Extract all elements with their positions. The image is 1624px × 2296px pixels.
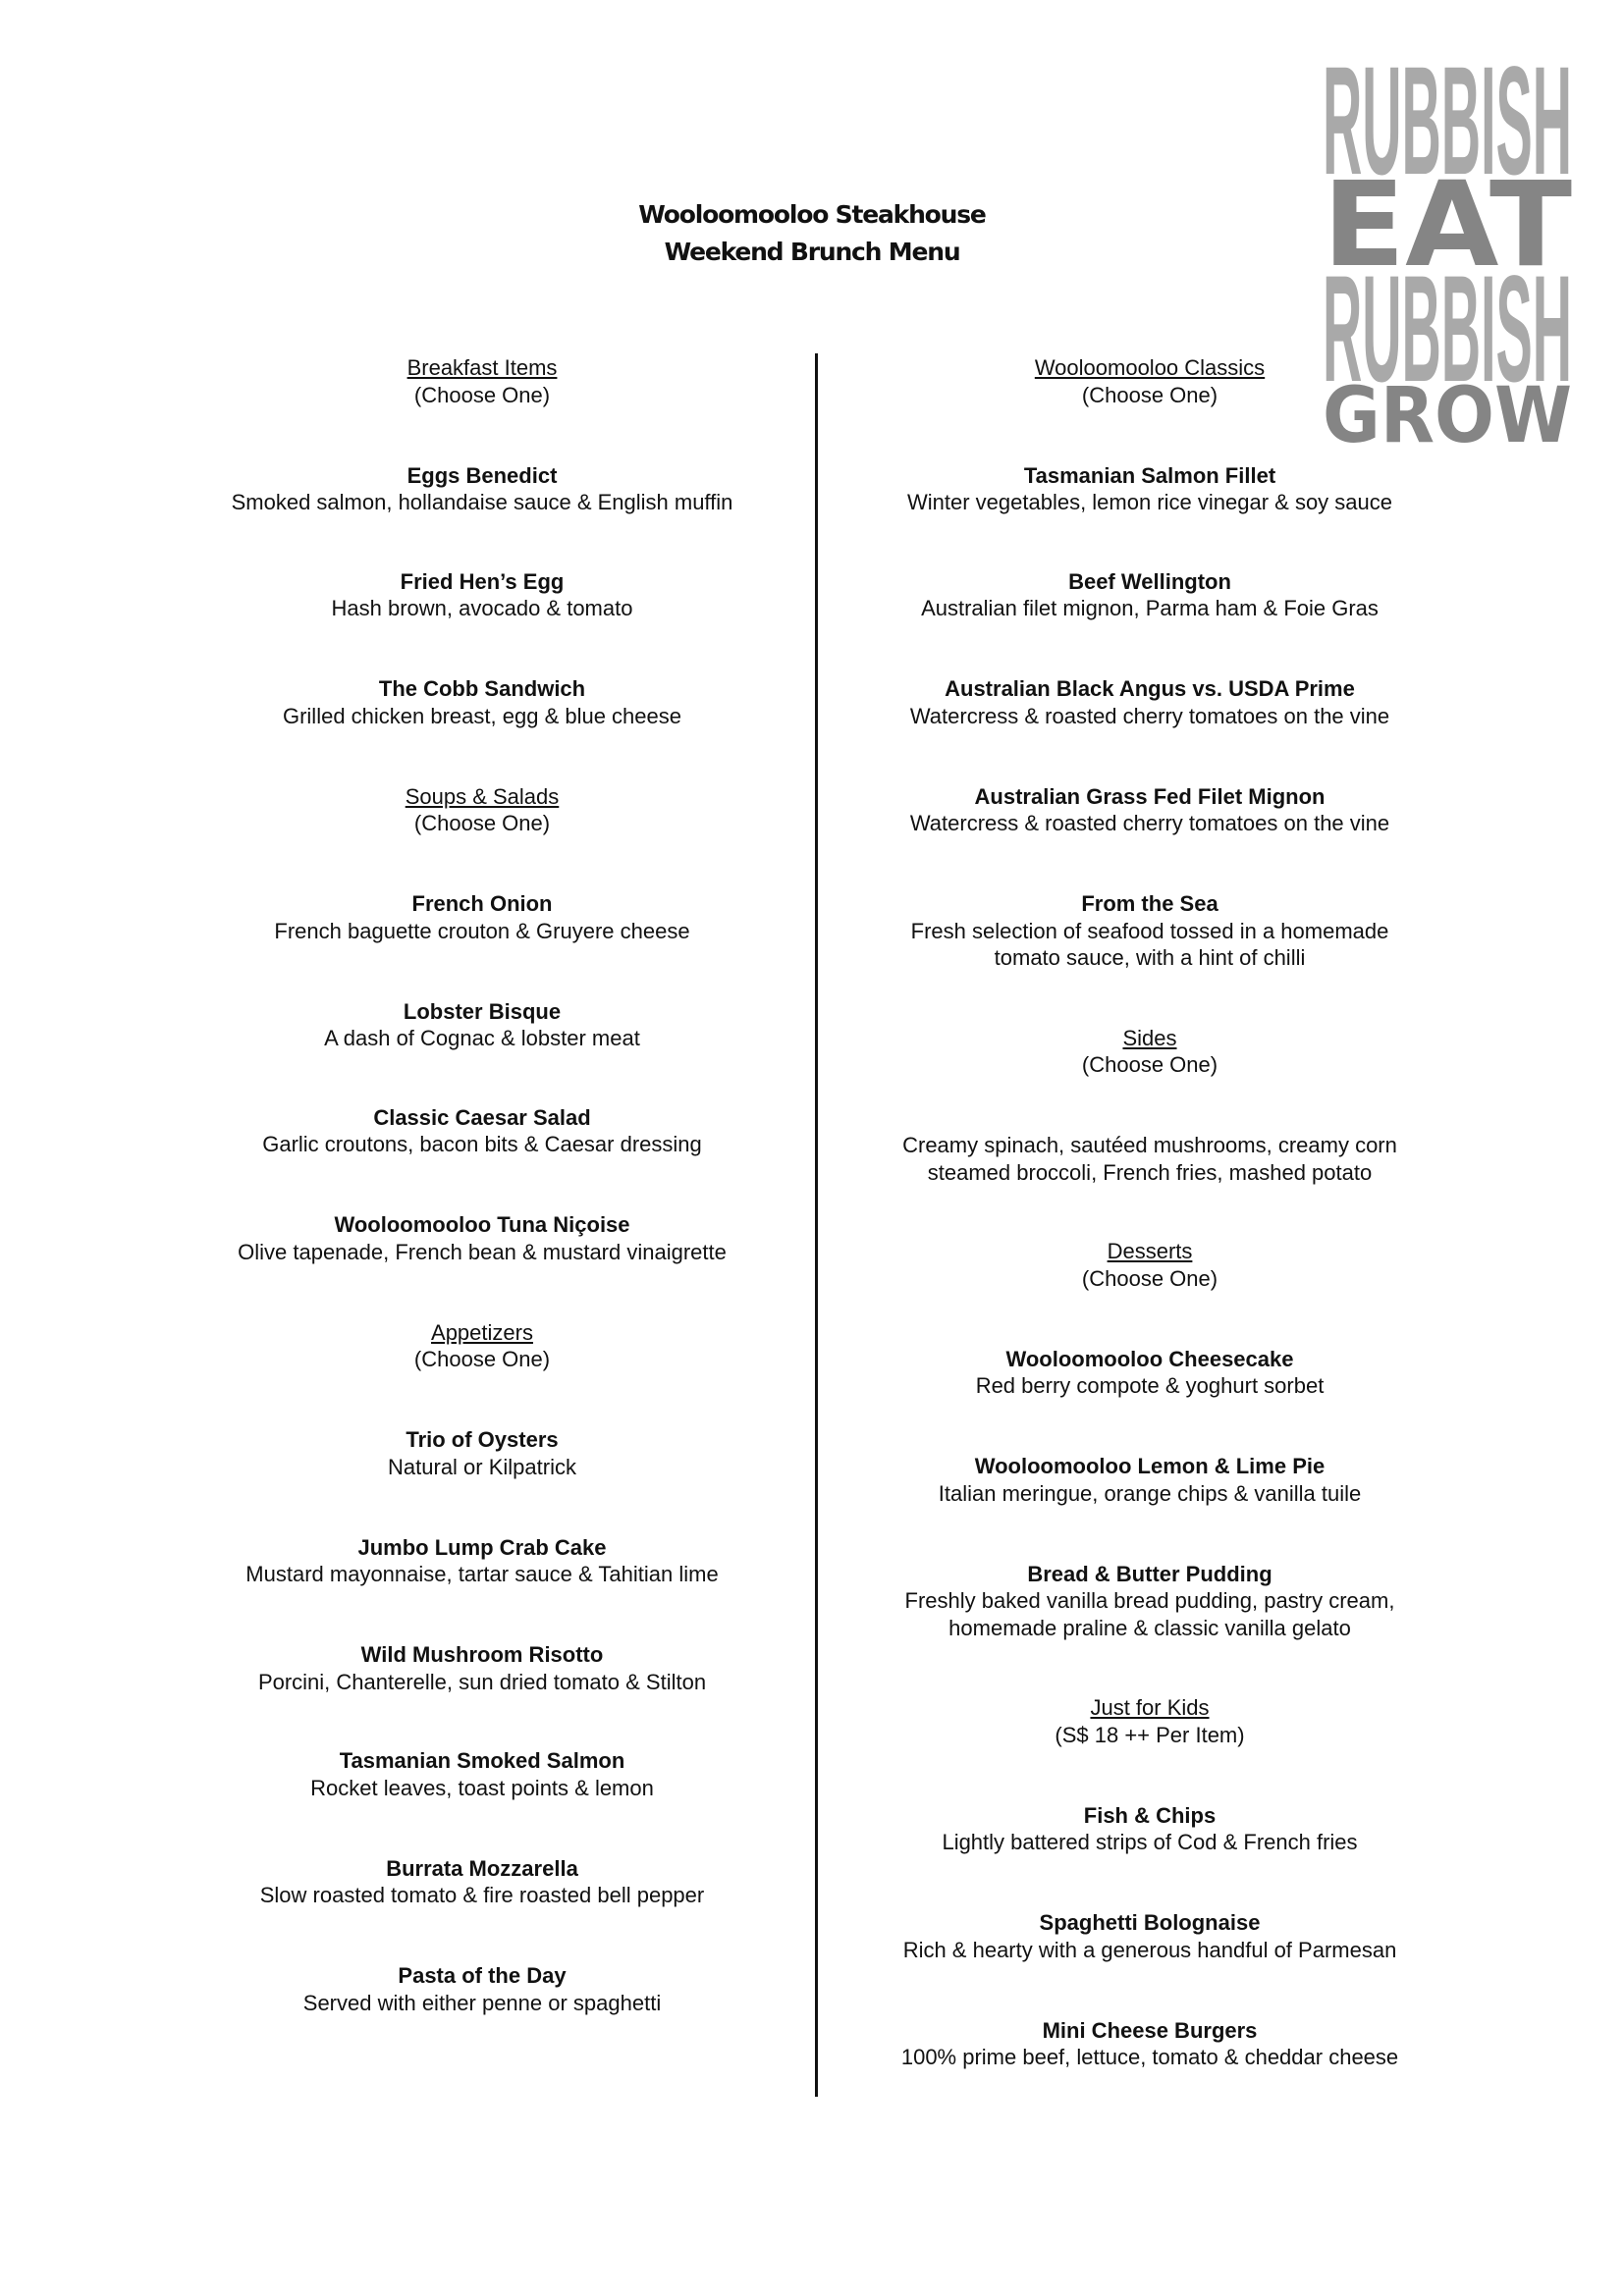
menu-item-description: Porcini, Chanterelle, sun dried tomato & Stilton	[257, 1669, 707, 1694]
menu-item-description: Rich & hearty with a generous handful of Parmesan	[902, 1937, 1397, 1962]
section-header	[826, 1025, 1474, 1079]
section-title: Appetizers	[431, 1319, 533, 1345]
menu-item-description: homemade praline & classic vanilla gelato	[948, 1615, 1351, 1640]
menu-item-description: Lightly battered strips of Cod & French fries	[942, 1830, 1358, 1854]
menu-item-name: Fish & Chips	[1083, 1802, 1217, 1828]
menu-item-name: Fried Hen’s Egg	[400, 568, 565, 594]
menu-item-description: Italian meringue, orange chips & vanilla tuile	[938, 1480, 1362, 1506]
menu-item-description: Natural or Kilpatrick	[388, 1454, 576, 1479]
menu-item-description: Creamy spinach, sautéed mushrooms, creamy corn	[902, 1133, 1397, 1157]
menu-item-description: Red berry compote & yoghurt sorbet	[975, 1373, 1325, 1398]
section-note: (Choose One)	[1081, 1265, 1218, 1291]
section-note: (Choose One)	[1081, 382, 1218, 407]
menu-item-name: Trio of Oysters	[406, 1427, 559, 1452]
menu-item-name: Australian Black Angus vs. USDA Prime	[945, 676, 1355, 701]
menu-item-name: Burrata Mozzarella	[386, 1855, 578, 1881]
menu-item	[826, 890, 1474, 972]
menu-item-description: Australian filet mignon, Parma ham & Foie Gras	[921, 596, 1379, 620]
menu-item	[826, 1802, 1474, 1856]
menu-item-name: French Onion	[411, 891, 553, 916]
menu-item-name: Tasmanian Smoked Salmon	[339, 1748, 625, 1773]
section-header	[826, 354, 1474, 408]
section-header	[158, 1319, 806, 1373]
menu-item-name: Jumbo Lump Crab Cake	[357, 1534, 607, 1560]
section-title: Just for Kids	[1090, 1695, 1210, 1720]
section-title: Soups & Salads	[405, 783, 560, 809]
menu-item	[826, 568, 1474, 622]
section-header	[826, 1238, 1474, 1292]
menu-item-name: Wooloomooloo Tuna Niçoise	[334, 1212, 630, 1237]
menu-item	[158, 1534, 806, 1588]
menu-item-name: Lobster Bisque	[403, 998, 562, 1024]
menu-item-description: Mustard mayonnaise, tartar sauce & Tahitian lime	[245, 1562, 719, 1586]
section-title: Breakfast Items	[406, 355, 558, 380]
menu-item-description: Served with either penne or spaghetti	[302, 1990, 662, 2015]
menu-item	[826, 1909, 1474, 1963]
menu-item-name: Wooloomooloo Cheesecake	[1005, 1346, 1294, 1371]
menu-item-description: Watercress & roasted cherry tomatoes on the vine	[909, 703, 1390, 728]
menu-item-description: Garlic croutons, bacon bits & Caesar dressing	[262, 1132, 702, 1156]
menu-item	[158, 1855, 806, 1909]
menu-item-description: Slow roasted tomato & fire roasted bell pepper	[259, 1883, 705, 1907]
menu-item-name: From the Sea	[1081, 891, 1218, 916]
menu-item	[158, 1641, 806, 1695]
menu-item	[158, 1104, 806, 1158]
logo-text: RUBBISH	[1323, 243, 1572, 414]
menu-item-name: Tasmanian Salmon Fillet	[1023, 462, 1276, 488]
menu-item	[158, 1211, 806, 1265]
logo-text: GROW	[1323, 372, 1572, 460]
menu-item-name: The Cobb Sandwich	[378, 676, 586, 701]
menu-item	[826, 1453, 1474, 1507]
menu-item-name: Wooloomooloo Lemon & Lime Pie	[974, 1454, 1326, 1478]
menu-item-name: Mini Cheese Burgers	[1042, 2017, 1258, 2043]
section-title: Desserts	[1107, 1239, 1193, 1263]
menu-item-name: Spaghetti Bolognaise	[1039, 1910, 1261, 1935]
menu-item	[826, 462, 1474, 516]
menu-item	[158, 998, 806, 1052]
menu-item	[158, 675, 806, 729]
menu-item	[826, 1132, 1474, 1186]
logo-text: EAT	[1323, 157, 1572, 294]
menu-item-description: tomato sauce, with a hint of chilli	[994, 945, 1306, 970]
menu-item-description: Fresh selection of seafood tossed in a homemade	[910, 918, 1389, 943]
section-header	[826, 1694, 1474, 1748]
menu-item-description: A dash of Cognac & lobster meat	[324, 1026, 640, 1050]
menu-item	[158, 568, 806, 622]
menu-item-name: Classic Caesar Salad	[373, 1104, 591, 1130]
menu-item	[158, 1426, 806, 1480]
menu-item	[826, 1561, 1474, 1642]
menu-item	[826, 1346, 1474, 1400]
menu-item	[158, 1962, 806, 2016]
menu-item-description: Watercress & roasted cherry tomatoes on the vine	[909, 811, 1390, 835]
menu-item-name: Pasta of the Day	[398, 1963, 567, 1988]
menu-item	[826, 2017, 1474, 2071]
menu-item-description: French baguette crouton & Gruyere cheese	[274, 918, 690, 943]
menu-item	[158, 890, 806, 944]
column-divider	[815, 353, 818, 2097]
section-note: (Choose One)	[1081, 1052, 1218, 1077]
section-note: (S$ 18 ++ Per Item)	[1055, 1722, 1245, 1747]
menu-item-description: Olive tapenade, French bean & mustard vinaigrette	[238, 1239, 727, 1264]
menu-item-name: Beef Wellington	[1068, 568, 1231, 594]
menu-item-description: Winter vegetables, lemon rice vinegar & soy sauce	[906, 490, 1392, 514]
menu-item-description: 100% prime beef, lettuce, tomato & cheddar cheese	[900, 2045, 1399, 2069]
menu-item-description: Freshly baked vanilla bread pudding, pastry cream,	[904, 1588, 1395, 1613]
menu-item-description: Hash brown, avocado & tomato	[331, 596, 633, 620]
logo-text: RUBBISH	[1323, 34, 1572, 208]
menu-item-name: Wild Mushroom Risotto	[360, 1642, 604, 1667]
section-header	[158, 354, 806, 408]
section-note: (Choose One)	[413, 382, 551, 407]
menu-item-name: Australian Grass Fed Filet Mignon	[974, 783, 1326, 809]
section-title: Sides	[1122, 1025, 1177, 1050]
menu-item-name: Eggs Benedict	[406, 462, 558, 488]
section-title: Wooloomooloo Classics	[1034, 355, 1266, 380]
section-note: (Choose One)	[413, 1347, 551, 1371]
menu-item	[158, 462, 806, 516]
menu-item-description: Smoked salmon, hollandaise sauce & English muffin	[231, 490, 733, 514]
menu-item-description: Grilled chicken breast, egg & blue cheese	[282, 703, 681, 728]
menu-item	[158, 1747, 806, 1801]
section-header	[158, 783, 806, 837]
menu-item-description: steamed broccoli, French fries, mashed potato	[927, 1159, 1373, 1185]
menu-item	[826, 783, 1474, 837]
section-note: (Choose One)	[413, 811, 551, 835]
menu-item-name: Bread & Butter Pudding	[1027, 1561, 1272, 1586]
menu-item	[826, 675, 1474, 729]
menu-item-description: Rocket leaves, toast points & lemon	[310, 1775, 654, 1800]
restaurant-name: Wooloomooloo Steakhouse	[638, 200, 986, 229]
menu-title: Weekend Brunch Menu	[664, 238, 960, 266]
